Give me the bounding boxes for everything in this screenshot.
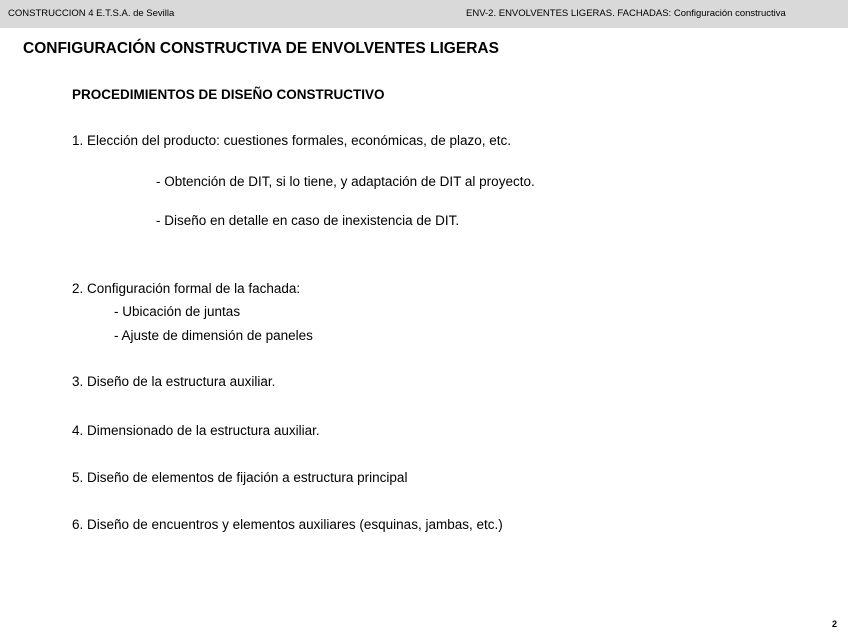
list-item-6: 6. Diseño de encuentros y elementos auxiliares (esquinas, jambas, etc.) [72, 517, 503, 532]
list-subitem-2-1: - Ubicación de juntas [114, 304, 241, 319]
header-topic-label: ENV-2. ENVOLVENTES LIGERAS. FACHADAS: Configuración constructiva [466, 8, 786, 19]
section-subtitle: PROCEDIMIENTOS DE DISEÑO CONSTRUCTIVO [72, 87, 385, 102]
list-item-3: 3. Diseño de la estructura auxiliar. [72, 374, 276, 389]
list-subitem-2-2: - Ajuste de dimensión de paneles [114, 328, 313, 343]
list-item-1: 1. Elección del producto: cuestiones formales, económicas, de plazo, etc. [72, 133, 511, 148]
slide-header [0, 0, 848, 28]
page-number: 2 [832, 619, 838, 629]
header-course-label: CONSTRUCCION 4 E.T.S.A. de Sevilla [8, 8, 175, 19]
list-subitem-1-1: - Obtención de DIT, si lo tiene, y adaptación de DIT al proyecto. [156, 174, 535, 189]
list-subitem-1-2: - Diseño en detalle en caso de inexistencia de DIT. [156, 213, 460, 228]
list-item-5: 5. Diseño de elementos de fijación a estructura principal [72, 470, 408, 485]
list-item-4: 4. Dimensionado de la estructura auxiliar. [72, 423, 320, 438]
slide-title: CONFIGURACIÓN CONSTRUCTIVA DE ENVOLVENTES LIGERAS [23, 40, 499, 57]
list-item-2: 2. Configuración formal de la fachada: [72, 281, 301, 296]
